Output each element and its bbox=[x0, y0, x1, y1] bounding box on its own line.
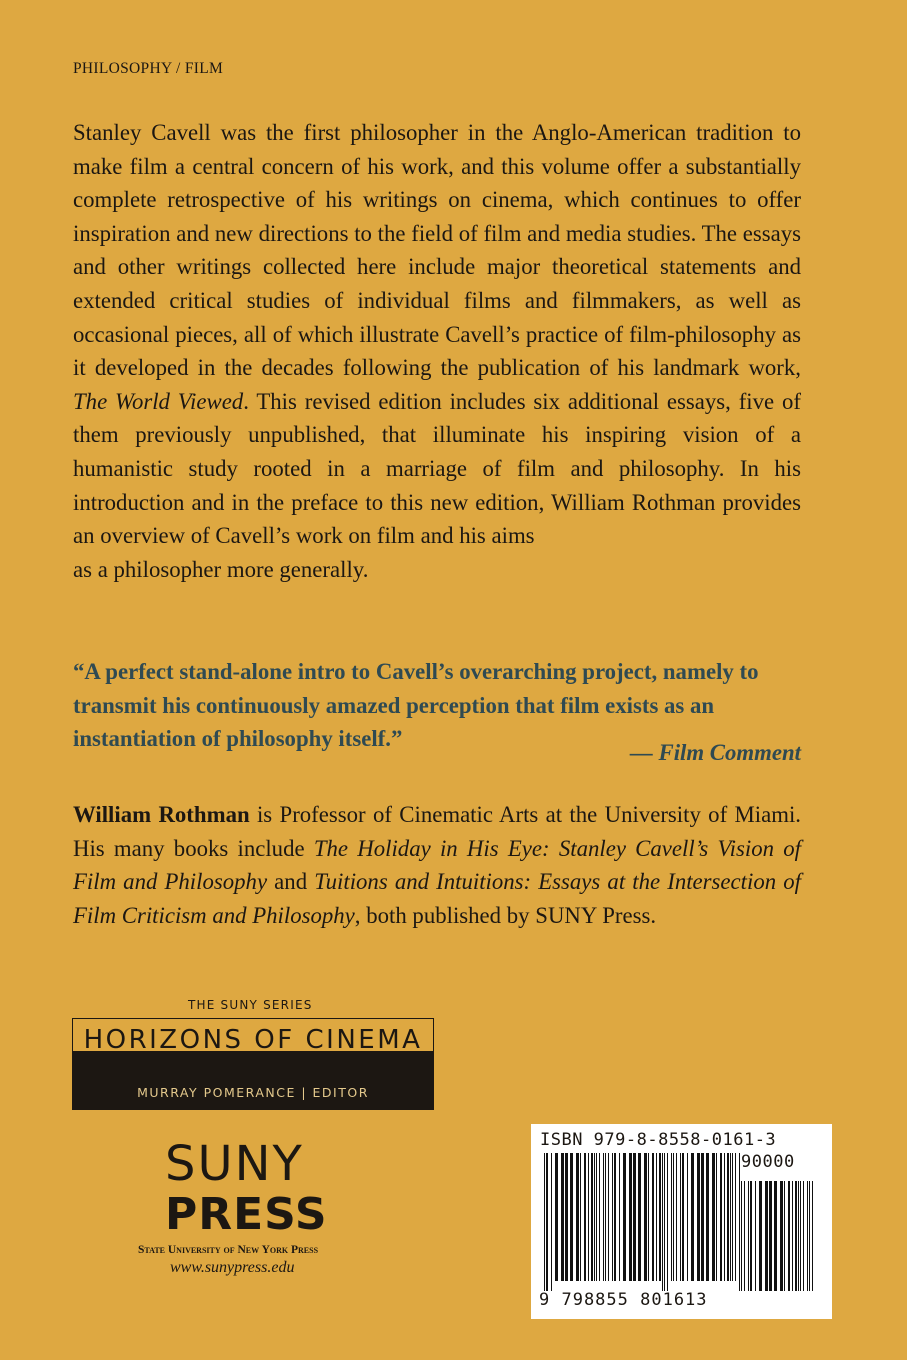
barcode-bar bbox=[673, 1153, 674, 1281]
barcode-bar bbox=[608, 1153, 609, 1281]
barcode-bar bbox=[809, 1181, 810, 1291]
publisher-website: www.sunypress.edu bbox=[170, 1259, 295, 1276]
barcode-bar bbox=[676, 1153, 677, 1281]
publisher-full-name: State University of New York Press bbox=[138, 1244, 319, 1256]
barcode-bar bbox=[594, 1153, 595, 1281]
review-source: — Film Comment bbox=[630, 740, 801, 765]
barcode-bar bbox=[795, 1181, 797, 1291]
barcode-bar bbox=[580, 1153, 581, 1281]
barcode-bar bbox=[759, 1181, 762, 1291]
barcode-bar bbox=[662, 1153, 663, 1291]
author-name: William Rothman bbox=[73, 802, 250, 827]
barcode-bar bbox=[682, 1153, 684, 1281]
barcode-bar bbox=[739, 1153, 740, 1291]
barcode-bar bbox=[755, 1181, 756, 1291]
barcode-bar bbox=[697, 1153, 700, 1281]
series-title: HORIZONS OF CINEMA bbox=[83, 1025, 423, 1055]
barcode-bar bbox=[551, 1153, 552, 1291]
barcode-bar bbox=[671, 1153, 672, 1281]
bio-text-3: , both published by SUNY Press. bbox=[354, 902, 657, 928]
barcode-bar bbox=[774, 1181, 777, 1291]
bio-text-1: is Professor of Cinematic Arts at the University of Miami. His many books include bbox=[73, 802, 801, 861]
author-bio bbox=[73, 798, 801, 932]
price-addon-text: 90000 bbox=[741, 1152, 795, 1172]
barcode-bar bbox=[807, 1181, 808, 1291]
barcode-bar bbox=[800, 1181, 801, 1291]
barcode-bar bbox=[727, 1153, 729, 1281]
barcode-bar bbox=[614, 1153, 616, 1281]
publisher-logo-suny: SUNY bbox=[165, 1136, 304, 1192]
barcode-bar bbox=[612, 1153, 613, 1281]
barcode-bar bbox=[784, 1181, 785, 1291]
barcode-bar bbox=[544, 1153, 545, 1291]
barcode-bar bbox=[546, 1153, 548, 1291]
barcode-bar bbox=[812, 1181, 813, 1291]
publisher-logo-press: PRESS bbox=[165, 1189, 328, 1240]
description-book-title: The World Viewed bbox=[73, 388, 244, 414]
barcode-bar bbox=[680, 1153, 681, 1281]
barcode-bar bbox=[750, 1181, 752, 1291]
barcode-bar bbox=[741, 1181, 742, 1291]
barcode-bar bbox=[667, 1153, 668, 1291]
series-label: THE SUNY SERIES bbox=[188, 998, 313, 1012]
barcode-bar bbox=[687, 1153, 688, 1281]
bio-book-2: Tuitions and Intuitions: Essays at the Intersection of Film Criticism and Philosophy bbox=[73, 869, 801, 928]
barcode-bar bbox=[588, 1153, 589, 1281]
barcode-bar bbox=[619, 1153, 620, 1281]
barcode-bar bbox=[605, 1153, 606, 1281]
barcode-bar bbox=[591, 1153, 593, 1281]
description-text-1: Stanley Cavell was the first philosopher in the Anglo-American tradition to make film a central concern of his work, and this volume offer a substantially complete retrospective of his writings on cinema, which continues to offer inspiration and new directions to the field of film and media studies. The essays and other writings collected here include major theoretical statements and extended critical studies of individual films and filmmakers, as well as occasional pieces, all of which illustrate Cavell’s practice of film-philosophy as it developed in the decades following the publication of his landmark work, bbox=[73, 120, 801, 381]
barcode-bar bbox=[724, 1153, 725, 1281]
barcode-bar bbox=[576, 1153, 579, 1281]
barcode-bar bbox=[638, 1153, 641, 1281]
barcode-bar bbox=[788, 1181, 790, 1291]
barcode-bar bbox=[599, 1153, 600, 1281]
barcode-bar bbox=[629, 1153, 632, 1281]
description-text-2: . This revised edition includes six additional essays, five of them previously unpublished, that illuminate his inspiring vision of a humanistic study rooted in a marriage of film and philosophy. In his introduction and in the preface to this new edition, William Rothman provides an overview of Cavell’s work on film and his aims bbox=[73, 388, 801, 549]
barcode-bar bbox=[720, 1153, 722, 1281]
barcode-bar bbox=[570, 1153, 573, 1281]
barcode-bar bbox=[596, 1153, 597, 1281]
barcode-bar bbox=[716, 1153, 717, 1281]
book-description bbox=[73, 116, 801, 586]
barcode-graphic bbox=[540, 1153, 825, 1293]
review-quote: “A perfect stand-alone intro to Cavell’s overarching project, namely to transmit his continuously amazed perception that film exists as an instantiation of philosophy itself.” bbox=[73, 659, 759, 751]
barcode-bar bbox=[555, 1153, 558, 1281]
barcode-bar bbox=[701, 1153, 704, 1281]
bio-text-2: and bbox=[267, 869, 315, 895]
series-editor: MURRAY POMERANCE | EDITOR bbox=[137, 1085, 369, 1100]
barcode-bar bbox=[803, 1181, 804, 1291]
barcode-bar bbox=[691, 1153, 694, 1281]
barcode-bar bbox=[664, 1153, 665, 1291]
barcode-bar bbox=[623, 1153, 626, 1281]
barcode-bar bbox=[769, 1181, 772, 1291]
barcode-bar bbox=[712, 1153, 715, 1281]
barcode-bar bbox=[744, 1181, 745, 1291]
barcode-bar bbox=[648, 1153, 649, 1281]
barcode-bar bbox=[735, 1153, 736, 1281]
category-label: PHILOSOPHY / FILM bbox=[73, 60, 224, 77]
series-band bbox=[73, 1051, 433, 1110]
barcode-bar bbox=[765, 1181, 768, 1291]
barcode-bar bbox=[659, 1153, 661, 1281]
barcode-bar bbox=[792, 1181, 793, 1291]
barcode-bar bbox=[706, 1153, 709, 1281]
bio-book-1: The Holiday in His Eye: Stanley Cavell’s Vision of Film and Philosophy bbox=[73, 835, 801, 895]
barcode-bar bbox=[748, 1181, 749, 1291]
description-last-line: as a philosopher more generally. bbox=[73, 556, 369, 582]
barcode-bar bbox=[603, 1153, 604, 1281]
series-logo bbox=[72, 1018, 434, 1110]
barcode-bar bbox=[584, 1153, 586, 1281]
ean-text: 9 798855 801613 bbox=[539, 1290, 708, 1310]
barcode-bar bbox=[561, 1153, 564, 1281]
barcode-bar bbox=[652, 1153, 654, 1281]
barcode-bar bbox=[780, 1181, 783, 1291]
barcode-bar bbox=[798, 1181, 799, 1291]
barcode-bar bbox=[644, 1153, 647, 1281]
barcode-bar bbox=[633, 1153, 636, 1281]
barcode-bar bbox=[656, 1153, 657, 1281]
barcode-bar bbox=[730, 1153, 731, 1281]
barcode-bar bbox=[732, 1153, 733, 1281]
barcode-bar bbox=[565, 1153, 568, 1281]
isbn-text: ISBN 979-8-8558-0161-3 bbox=[540, 1130, 777, 1150]
